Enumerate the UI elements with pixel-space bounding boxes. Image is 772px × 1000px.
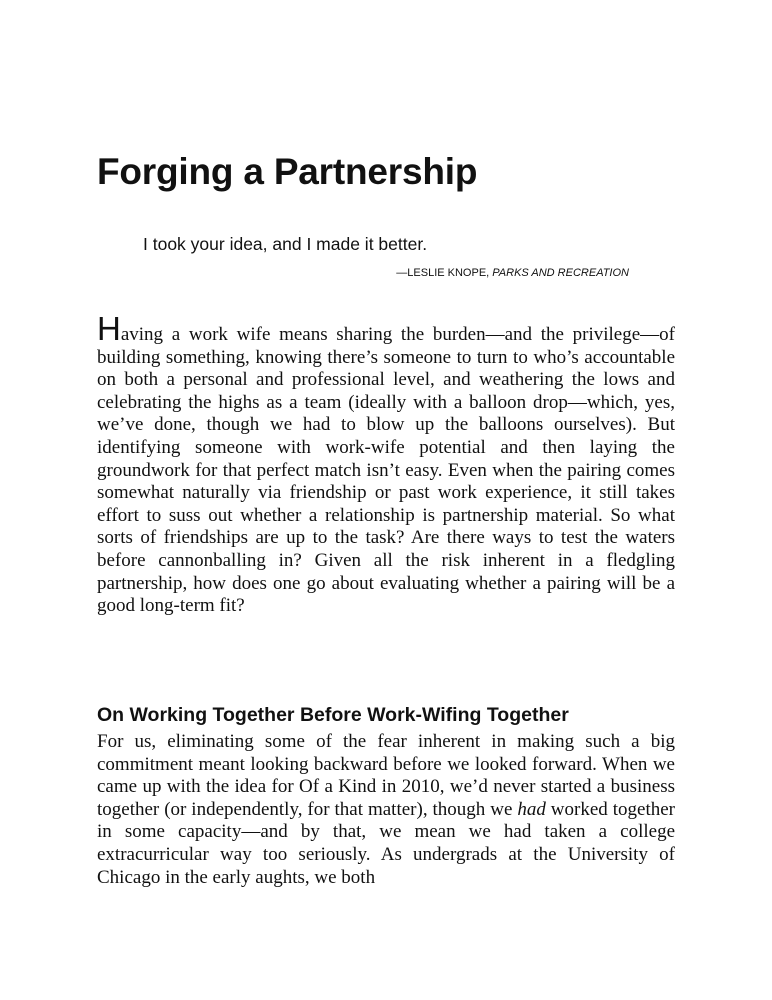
drop-cap: H [97, 310, 121, 347]
section-paragraph [97, 731, 675, 889]
section-text-emphasis: had [517, 798, 546, 820]
epigraph-attribution [396, 265, 629, 281]
intro-paragraph-text: aving a work wife means sharing the burden—and the privilege—of building something, knowing there’s someone to turn to who’s accountable on both a personal and professional level, and weathering the lows and celebrating the highs as a team (ideally with a balloon drop—which, yes, we’ve done, though we had to blow up the balloons ourselves). But identifying someone with work-wife potential and then laying the groundwork for that perfect match isn’t easy. Even when the pairing comes somewhat naturally via friendship or past work experience, it still takes effort to suss out whether a relationship is partnership material. So what sorts of friendships are up to the task? Are there ways to test the waters before cannonballing in? Given all the risk inherent in a fledgling partnership, how does one go about evaluating whether a pairing will be a good long-term fit? [97, 324, 675, 617]
chapter-title: Forging a Partnership [97, 151, 478, 192]
section-text-part-1: For us, eliminating some of the fear inherent in making such a big commitment meant looking backward before we looked forward. When we came up with the idea for Of a Kind in 2010, we’d never started a business together (or independently, for that matter), though we [97, 731, 675, 820]
intro-paragraph [97, 312, 675, 618]
section-heading: On Working Together Before Work-Wifing Together [97, 704, 569, 726]
epigraph-source: PARKS AND RECREATION [492, 267, 629, 279]
epigraph-quote: I took your idea, and I made it better. [143, 234, 428, 254]
epigraph-speaker: —LESLIE KNOPE, [396, 267, 493, 279]
section-text-part-2: worked together in some capacity—and by that, we mean we had taken a college extracurricular way too seriously. As undergrads at the University of Chicago in the early aughts, we both [97, 798, 675, 888]
